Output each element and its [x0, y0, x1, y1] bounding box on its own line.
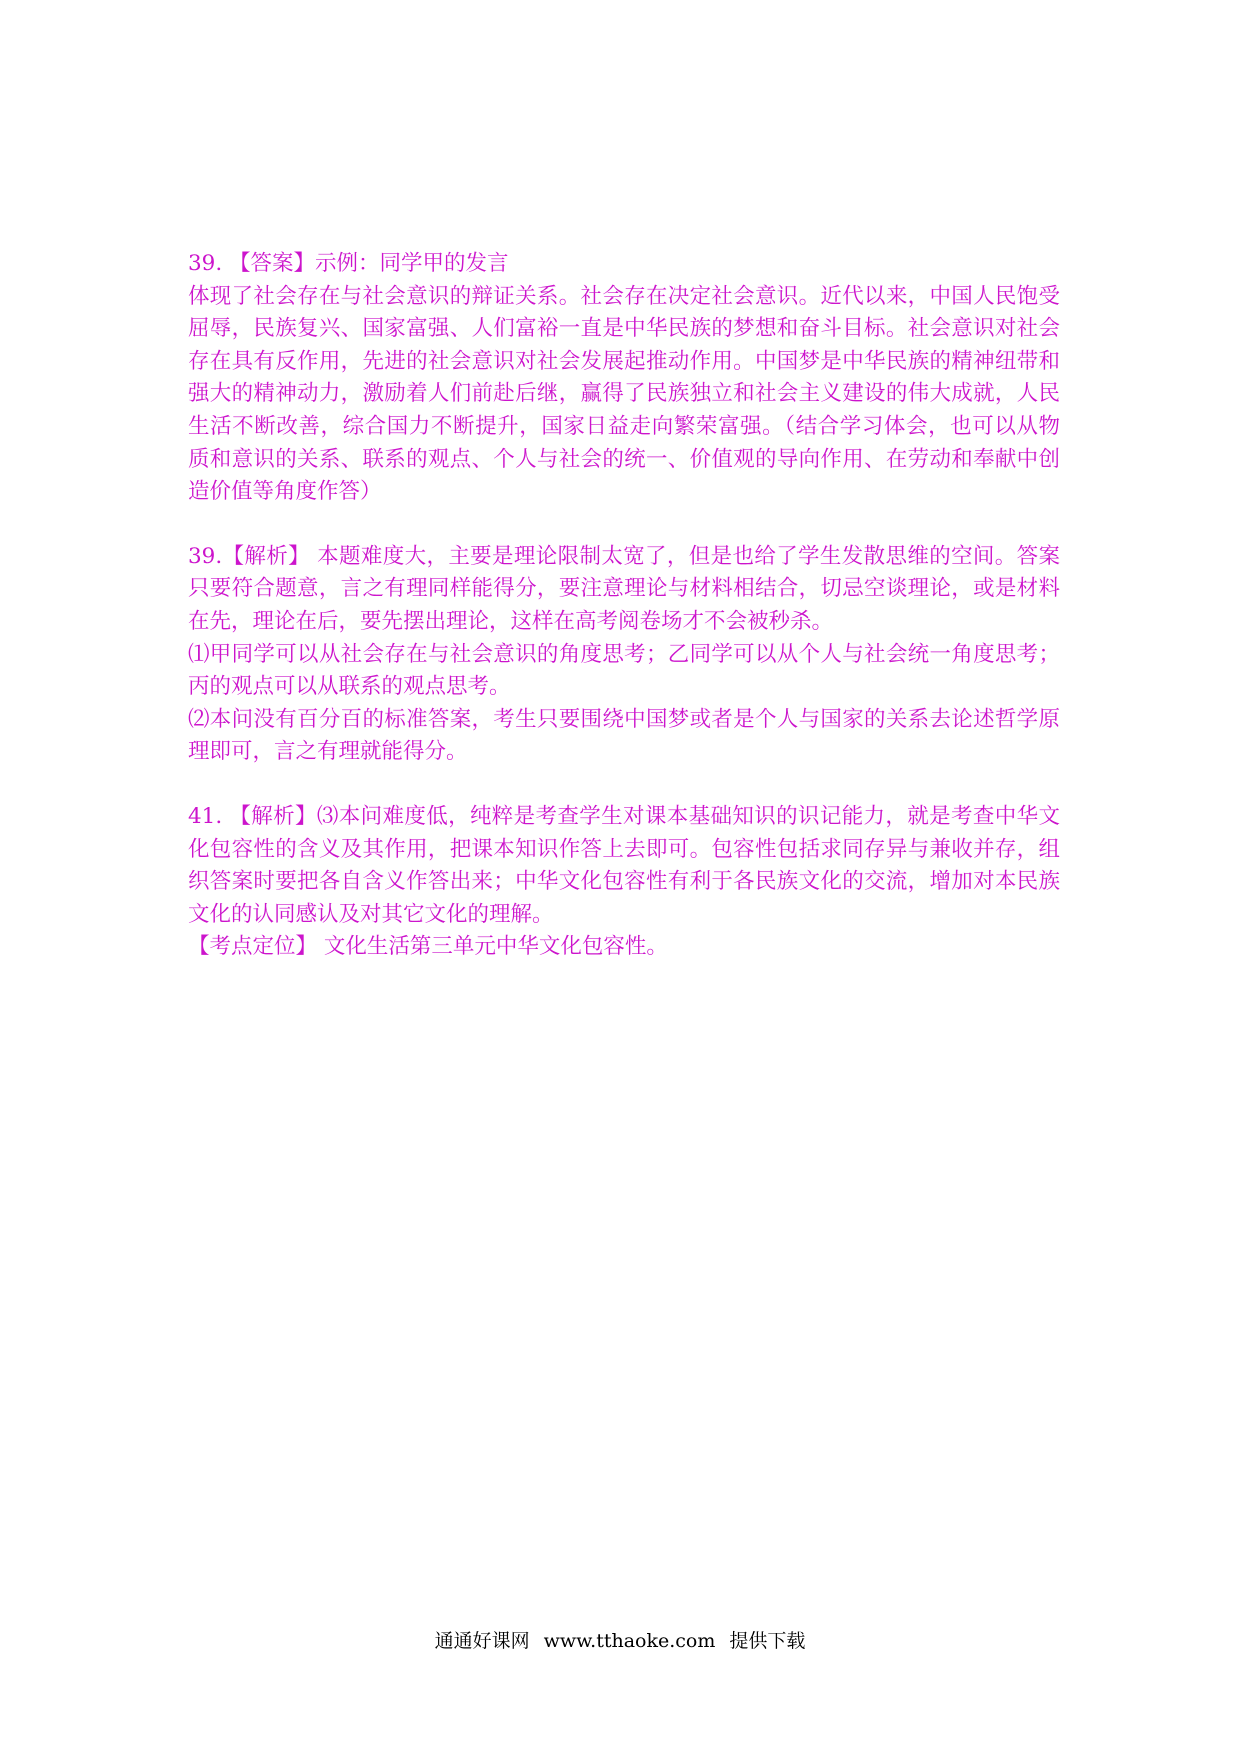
analysis-41-block [188, 801, 1060, 964]
footer-site-name: 通通好课网 [434, 1630, 530, 1652]
answer-39-line: 存在具有反作用，先进的社会意识对社会发展起推动作用。中国梦是中华民族的精神纽带和 [188, 348, 1060, 374]
analysis-39-line: 丙的观点可以从联系的观点思考。 [188, 674, 511, 700]
analysis-39-line: 理即可，言之有理就能得分。 [188, 739, 468, 765]
analysis-41-line: 41. 【解析】⑶本问难度低，纯粹是考查学生对课本基础知识的识记能力，就是考查中华文 [188, 803, 1060, 829]
answer-39-block [188, 248, 1060, 509]
analysis-39-line: ⑴甲同学可以从社会存在与社会意识的角度思考；乙同学可以从个人与社会统一角度思考； [188, 641, 1060, 667]
footer-url[interactable]: www.tthaoke.com [543, 1630, 716, 1652]
document-body [188, 248, 1060, 964]
analysis-39-line: 只要符合题意，言之有理同样能得分，要注意理论与材料相结合，切忌空谈理论，或是材料 [188, 576, 1060, 602]
answer-39-line: 屈辱，民族复兴、国家富强、人们富裕一直是中华民族的梦想和奋斗目标。社会意识对社会 [188, 316, 1060, 342]
answer-39-line: 强大的精神动力，激励着人们前赴后继，赢得了民族独立和社会主义建设的伟大成就，人民 [188, 381, 1060, 407]
analysis-39-line: ⑵本问没有百分百的标准答案，考生只要围绕中国梦或者是个人与国家的关系去论述哲学原 [188, 706, 1060, 732]
analysis-41-line: 化包容性的含义及其作用，把课本知识作答上去即可。包容性包括求同存异与兼收并存，组 [188, 836, 1060, 862]
page-footer [0, 1628, 1240, 1654]
analysis-41-line: 织答案时要把各自含义作答出来；中华文化包容性有利于各民族文化的交流，增加对本民族 [188, 869, 1060, 895]
analysis-39-line: 39.【解析】 本题难度大，主要是理论限制太宽了，但是也给了学生发散思维的空间。答案 [188, 543, 1060, 569]
answer-39-line: 质和意识的关系、联系的观点、个人与社会的统一、价值观的导向作用、在劳动和奉献中创 [188, 446, 1060, 472]
answer-39-line: 造价值等角度作答） [188, 479, 382, 505]
key-point-location: 【考点定位】 文化生活第三单元中华文化包容性。 [188, 934, 668, 960]
answer-39-line: 体现了社会存在与社会意识的辩证关系。社会存在决定社会意识。近代以来，中国人民饱受 [188, 283, 1060, 309]
footer-suffix: 提供下载 [729, 1630, 806, 1652]
analysis-39-line: 在先，理论在后，要先摆出理论，这样在高考阅卷场才不会被秒杀。 [188, 608, 834, 634]
analysis-39-block [188, 541, 1060, 769]
answer-39-heading: 39. 【答案】示例：同学甲的发言 [188, 251, 509, 276]
answer-39-line: 生活不断改善，综合国力不断提升，国家日益走向繁荣富强。（结合学习体会，也可以从物 [188, 413, 1060, 439]
analysis-41-line: 文化的认同感认及对其它文化的理解。 [188, 901, 554, 927]
